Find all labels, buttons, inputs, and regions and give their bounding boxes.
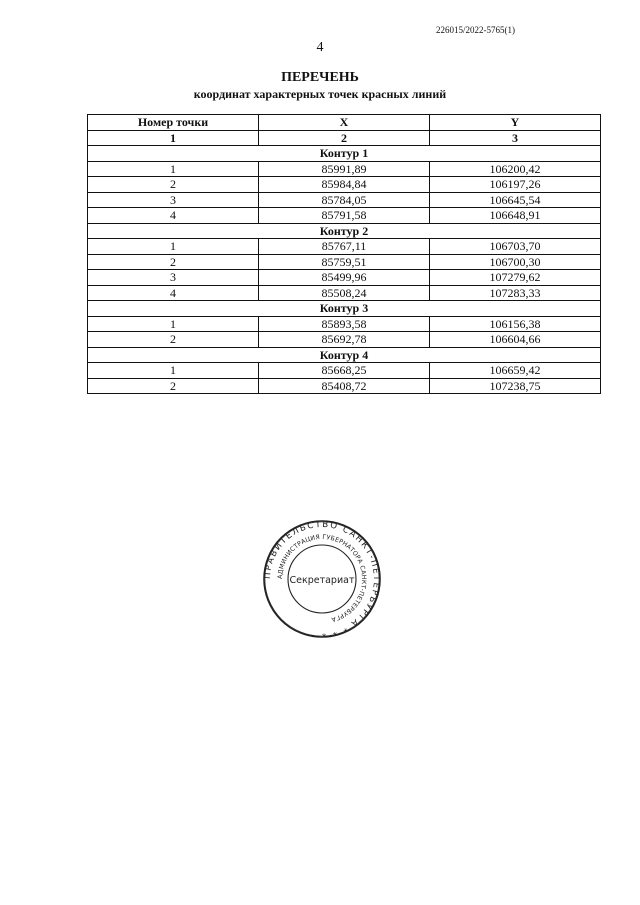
point-number-cell: 1 xyxy=(88,239,259,255)
x-coordinate-cell: 85791,58 xyxy=(259,208,430,224)
point-number-cell: 1 xyxy=(88,363,259,379)
contour-header-row xyxy=(88,301,601,317)
y-coordinate-cell: 107279,62 xyxy=(430,270,601,286)
x-coordinate-cell: 85692,78 xyxy=(259,332,430,348)
y-coordinate-cell: 106156,38 xyxy=(430,316,601,332)
page-title: ПЕРЕЧЕНЬ xyxy=(281,70,359,85)
page-subtitle: координат характерных точек красных линий xyxy=(193,87,447,101)
header-point-number: Номер точки xyxy=(88,115,259,131)
x-coordinate-cell: 85984,84 xyxy=(259,177,430,193)
x-coordinate-cell: 85668,25 xyxy=(259,363,430,379)
contour-header-row xyxy=(88,146,601,162)
table-row xyxy=(88,378,601,394)
stamp-center-text: Секретариат xyxy=(289,575,355,586)
point-number-cell: 2 xyxy=(88,332,259,348)
point-number-cell: 1 xyxy=(88,316,259,332)
x-coordinate-cell: 85767,11 xyxy=(259,239,430,255)
page-number: 4 xyxy=(316,40,324,55)
table-row xyxy=(88,285,601,301)
point-number-cell: 3 xyxy=(88,270,259,286)
header-y: Y xyxy=(430,115,601,131)
document-number: 226015/2022-5765(1) xyxy=(436,25,515,35)
point-number-cell: 1 xyxy=(88,161,259,177)
table-header-row xyxy=(88,115,601,131)
secretariat-stamp xyxy=(262,519,382,639)
stamp-outer-text: ПРАВИТЕЛЬСТВО САНКТ-ПЕТЕРБУРГА * * * xyxy=(262,519,382,639)
y-coordinate-cell: 106200,42 xyxy=(430,161,601,177)
contour-label: Контур 4 xyxy=(88,347,601,363)
contour-header-row xyxy=(88,223,601,239)
x-coordinate-cell: 85991,89 xyxy=(259,161,430,177)
stamp-inner-text: АДМИНИСТРАЦИЯ ГУБЕРНАТОРА САНКТ-ПЕТЕРБУРГА xyxy=(276,533,368,623)
table-row xyxy=(88,363,601,379)
table-row xyxy=(88,332,601,348)
point-number-cell: 2 xyxy=(88,378,259,394)
table-row xyxy=(88,161,601,177)
contour-label: Контур 1 xyxy=(88,146,601,162)
column-index: 2 xyxy=(259,130,430,146)
y-coordinate-cell: 106604,66 xyxy=(430,332,601,348)
table-row xyxy=(88,208,601,224)
y-coordinate-cell: 107283,33 xyxy=(430,285,601,301)
point-number-cell: 4 xyxy=(88,208,259,224)
y-coordinate-cell: 106645,54 xyxy=(430,192,601,208)
x-coordinate-cell: 85759,51 xyxy=(259,254,430,270)
point-number-cell: 4 xyxy=(88,285,259,301)
point-number-cell: 2 xyxy=(88,177,259,193)
table-row xyxy=(88,254,601,270)
x-coordinate-cell: 85508,24 xyxy=(259,285,430,301)
x-coordinate-cell: 85408,72 xyxy=(259,378,430,394)
y-coordinate-cell: 106197,26 xyxy=(430,177,601,193)
header-x: X xyxy=(259,115,430,131)
point-number-cell: 3 xyxy=(88,192,259,208)
x-coordinate-cell: 85499,96 xyxy=(259,270,430,286)
contour-label: Контур 3 xyxy=(88,301,601,317)
column-index: 1 xyxy=(88,130,259,146)
y-coordinate-cell: 106700,30 xyxy=(430,254,601,270)
table-row xyxy=(88,270,601,286)
table-row xyxy=(88,177,601,193)
table-row xyxy=(88,316,601,332)
y-coordinate-cell: 106648,91 xyxy=(430,208,601,224)
point-number-cell: 2 xyxy=(88,254,259,270)
y-coordinate-cell: 107238,75 xyxy=(430,378,601,394)
column-index: 3 xyxy=(430,130,601,146)
table-row xyxy=(88,192,601,208)
contour-header-row xyxy=(88,347,601,363)
coordinates-table xyxy=(87,114,601,394)
y-coordinate-cell: 106659,42 xyxy=(430,363,601,379)
contour-label: Контур 2 xyxy=(88,223,601,239)
x-coordinate-cell: 85784,05 xyxy=(259,192,430,208)
table-row xyxy=(88,239,601,255)
column-index-row xyxy=(88,130,601,146)
y-coordinate-cell: 106703,70 xyxy=(430,239,601,255)
x-coordinate-cell: 85893,58 xyxy=(259,316,430,332)
